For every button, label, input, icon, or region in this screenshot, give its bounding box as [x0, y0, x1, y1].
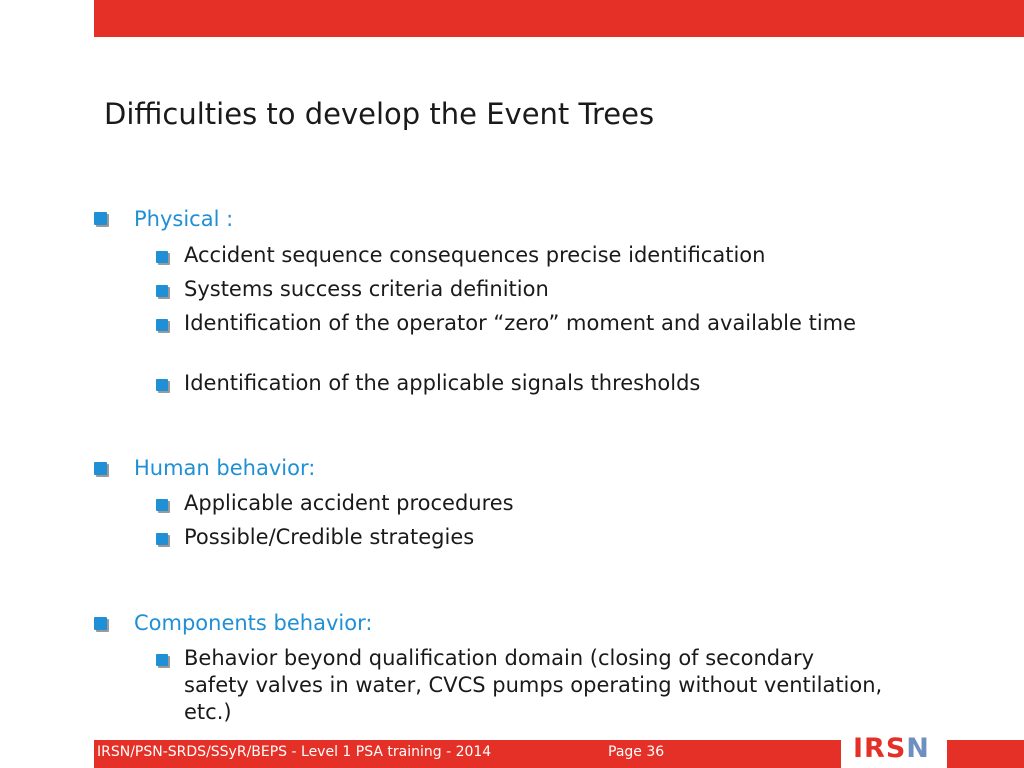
logo-text-accent: N [906, 733, 930, 764]
list-item: Possible/Credible strategies [184, 525, 475, 549]
list-item: Accident sequence consequences precise identification [184, 243, 766, 267]
section-heading-physical: Physical : [134, 207, 234, 231]
page-number: Page 36 [608, 744, 665, 760]
list-item: Identification of the applicable signals thresholds [184, 371, 701, 395]
list-item-bullet-icon [156, 533, 168, 545]
list-item: Identification of the operator “zero” moment and available time [184, 311, 857, 335]
list-item-bullet-icon [156, 499, 168, 511]
section-bullet-icon [94, 617, 107, 630]
list-item-bullet-icon [156, 654, 168, 666]
irsn-logo [853, 733, 930, 764]
list-item-bullet-icon [156, 285, 168, 297]
list-item-bullet-icon [156, 379, 168, 391]
footer-text: IRSN/PSN-SRDS/SSyR/BEPS - Level 1 PSA training - 2014 [97, 744, 492, 760]
list-item: Systems success criteria definition [184, 277, 549, 301]
section-bullet-icon [94, 462, 107, 475]
list-item-bullet-icon [156, 319, 168, 331]
list-item: Behavior beyond qualification domain (closing of secondary safety valves in water, CVCS pumps operating without ventilation, etc.) [184, 646, 883, 724]
section-bullet-icon [94, 212, 107, 225]
logo-text-main: IRS [853, 733, 907, 764]
list-item-bullet-icon [156, 251, 168, 263]
section-heading-human-behavior: Human behavior: [134, 456, 316, 480]
page-title: Difficulties to develop the Event Trees [104, 97, 655, 131]
section-heading-components-behavior: Components behavior: [134, 611, 373, 635]
list-item: Applicable accident procedures [184, 491, 514, 515]
